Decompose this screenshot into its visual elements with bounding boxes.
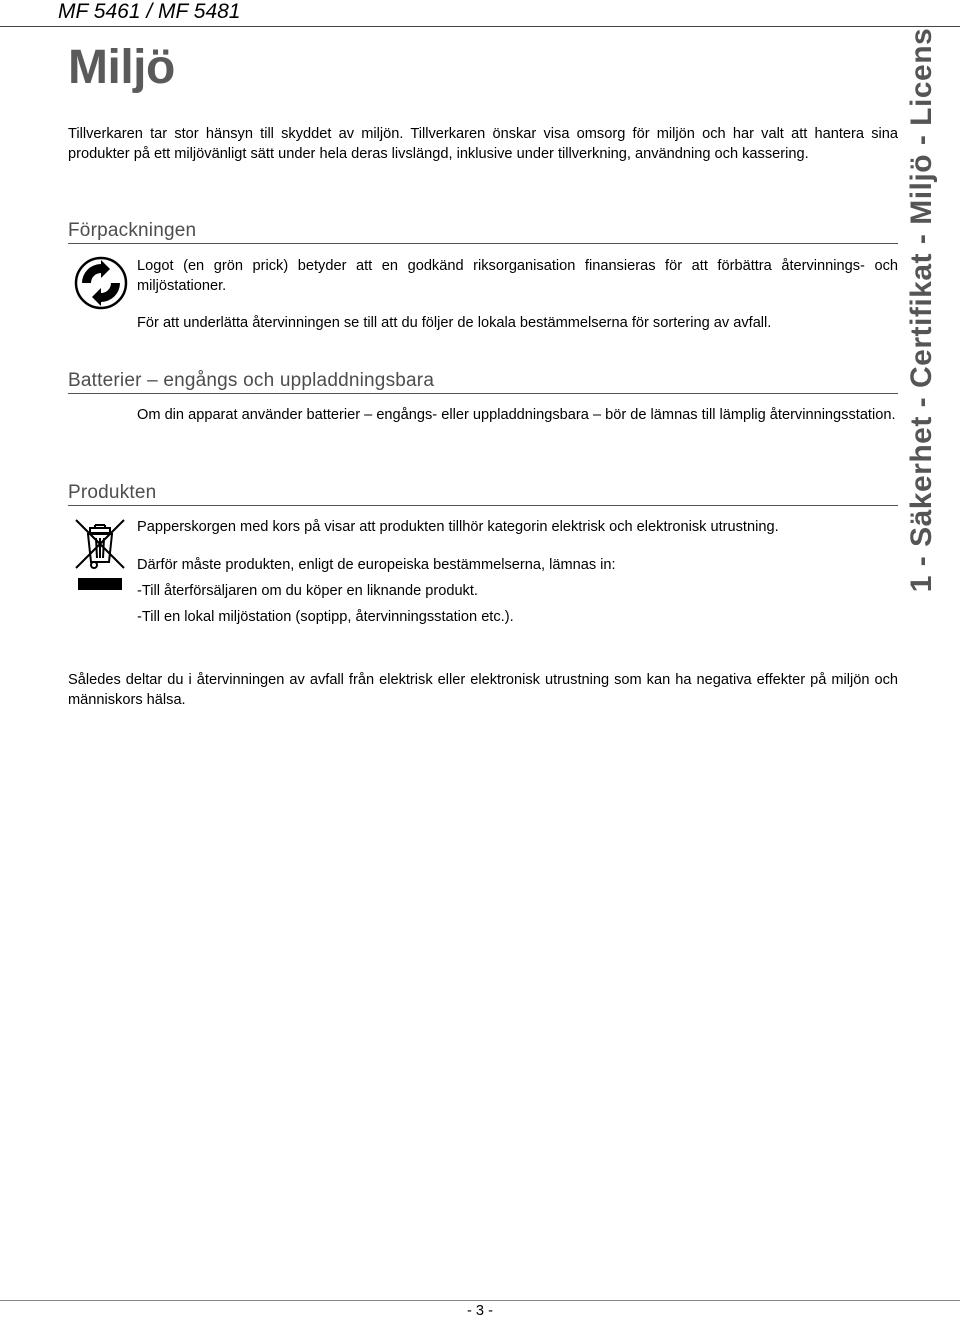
section-heading-packaging: Förpackningen — [68, 220, 197, 241]
section-divider-batteries — [68, 393, 898, 394]
document-model-header: MF 5461 / MF 5481 — [58, 0, 241, 23]
product-list-item-1: -Till återförsäljaren om du köper en liknande produkt. — [137, 583, 478, 599]
page-number: - 3 - — [467, 1303, 493, 1319]
packaging-paragraph-2: För att underlätta återvinningen se till att du följer de lokala bestämmelserna för sortering av avfall. — [137, 315, 772, 331]
chapter-side-tab-label: 1 - Säkerhet - Certifikat - Miljö - Licens — [905, 27, 938, 593]
page-title: Miljö — [68, 41, 175, 94]
intro-paragraph: Tillverkaren tar stor hänsyn till skyddet av miljön. Tillverkaren önskar visa omsorg för miljön och har valt att hantera sina produkter på ett miljövänligt sätt under hela deras livslängd, inklusive under tillverkning, användning och kassering. — [68, 126, 898, 162]
batteries-paragraph: Om din apparat använder batterier – engångs- eller uppladdningsbara – bör de lämnas till lämplig återvinningsstation. — [137, 407, 896, 423]
section-heading-product: Produkten — [68, 482, 157, 503]
crossed-out-wheelie-bin-icon — [72, 516, 128, 594]
footer-divider — [0, 1300, 960, 1301]
closing-paragraph: Således deltar du i återvinningen av avfall från elektrisk eller elektronisk utrustning som kan ha negativa effekter på miljön och människors hälsa. — [68, 672, 898, 708]
product-paragraph-2: Därför måste produkten, enligt de europeiska bestämmelserna, lämnas in: — [137, 557, 616, 573]
section-divider-product — [68, 505, 898, 506]
header-divider — [0, 26, 960, 27]
green-dot-icon — [74, 256, 128, 310]
product-paragraph-1: Papperskorgen med kors på visar att produkten tillhör kategorin elektrisk och elektronisk utrustning. — [137, 519, 779, 535]
product-list-item-2: -Till en lokal miljöstation (soptipp, återvinningsstation etc.). — [137, 609, 514, 625]
section-divider-packaging — [68, 243, 898, 244]
chapter-side-tab — [902, 27, 942, 593]
section-heading-batteries: Batterier – engångs och uppladdningsbara — [68, 370, 435, 391]
packaging-paragraph-1: Logot (en grön prick) betyder att en godkänd riksorganisation finansieras för att förbättra återvinnings- och miljöstationer. — [137, 258, 898, 294]
